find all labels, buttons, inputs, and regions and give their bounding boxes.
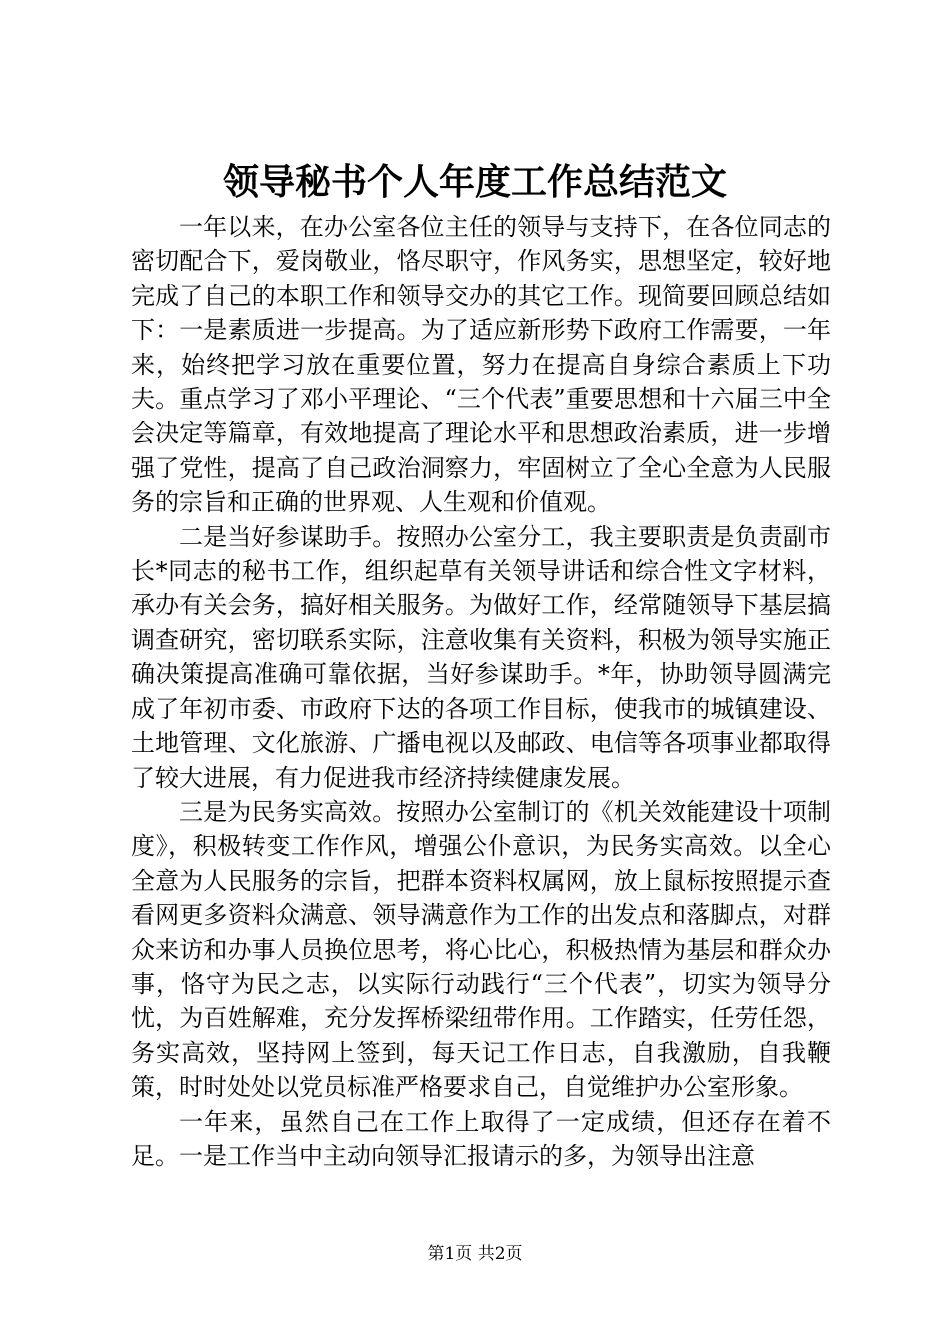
document-title: 领导秘书个人年度工作总结范文	[222, 161, 727, 203]
document-body	[131, 210, 831, 1173]
paragraph: 一年来，虽然自己在工作上取得了一定成绩，但还存在着不足。一是工作当中主动向领导汇报请示的多，为领导出注意	[131, 1107, 831, 1170]
paragraph: 一年以来，在办公室各位主任的领导与支持下，在各位同志的密切配合下，爱岗敬业，恪尽职守，作风务实，思想坚定，较好地完成了自己的本职工作和领导交办的其它工作。现简要回顾总结如下：一是素质进一步提高。为了适应新形势下政府工作需要，一年来，始终把学习放在重要位置，努力在提高自身综合素质上下功夫。重点学习了邓小平理论、“三个代表”重要思想和十六届三中全会决定等篇章，有效地提高了理论水平和思想政治素质，进一步增强了党性，提高了自己政治洞察力，牢固树立了全心全意为人民服务的宗旨和正确的世界观、人生观和价值观。	[131, 213, 831, 517]
paragraph: 三是为民务实高效。按照办公室制订的《机关效能建设十项制度》，积极转变工作作风，增强公仆意识，为民务实高效。以全心全意为人民服务的宗旨，把群本资料权属网，放上鼠标按照提示查看网更多资料众满意、领导满意作为工作的出发点和落脚点，对群众来访和办事人员换位思考，将心比心，积极热情为基层和群众办事，恪守为民之志，以实际行动践行“三个代表”，切实为领导分忧，为百姓解难，充分发挥桥梁纽带作用。工作踏实，任劳任怨，务实高效，坚持网上签到，每天记工作日志，自我激励，自我鞭策，时时处处以党员标准严格要求自己，自觉维护办公室形象。	[131, 797, 831, 1102]
paragraph: 二是当好参谋助手。按照办公室分工，我主要职责是负责副市长*同志的秘书工作，组织起草有关领导讲话和综合性文字材料，承办有关会务，搞好相关服务。为做好工作，经常随领导下基层搞调查研究，密切联系实际，注意收集有关资料，积极为领导实施正确决策提高准确可靠依据，当好参谋助手。*年，协助领导圆满完成了年初市委、市政府下达的各项工作目标，使我市的城镇建设、土地管理、文化旅游、广播电视以及邮政、电信等各项事业都取得了较大进展，有力促进我市经济持续健康发展。	[131, 522, 831, 792]
page-footer: 第1页 共2页	[427, 1244, 523, 1264]
